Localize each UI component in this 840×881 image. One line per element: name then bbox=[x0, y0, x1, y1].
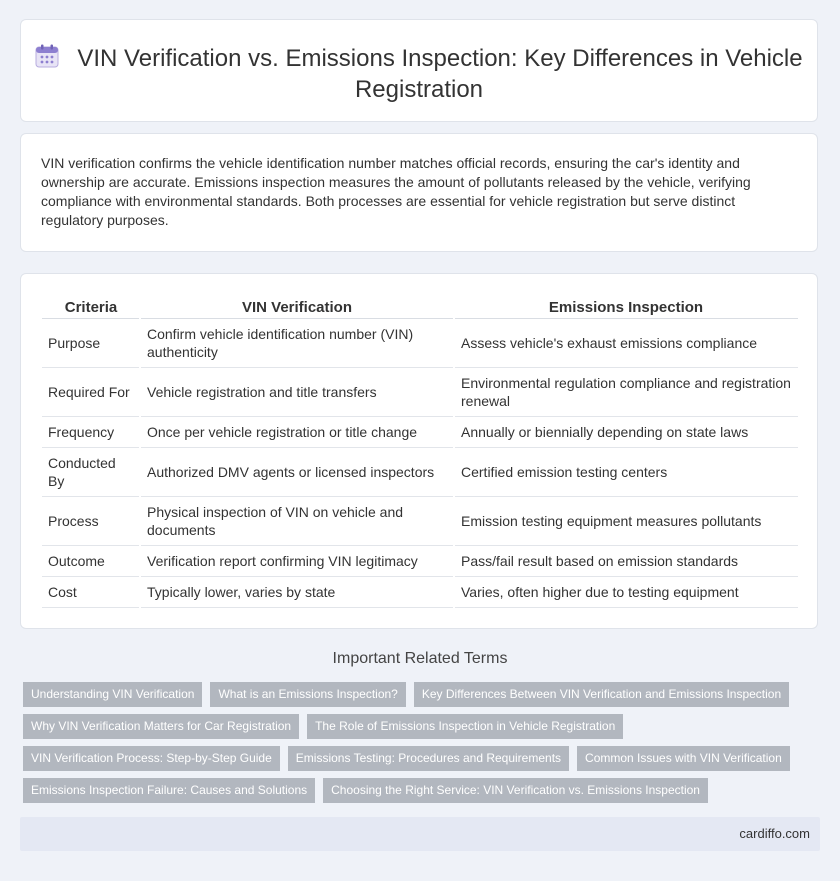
table-cell: Frequency bbox=[42, 417, 140, 448]
table-row bbox=[42, 319, 798, 368]
table-row bbox=[42, 417, 798, 448]
comparison-table bbox=[42, 296, 798, 608]
related-terms-list bbox=[23, 682, 803, 810]
table-row bbox=[42, 546, 798, 577]
table-cell: Annually or biennially depending on state laws bbox=[454, 417, 798, 448]
table-cell: Varies, often higher due to testing equipment bbox=[454, 577, 798, 608]
footer-site-name: cardiffo.com bbox=[739, 826, 810, 841]
related-term-link[interactable]: VIN Verification Process: Step-by-Step Guide bbox=[23, 746, 280, 771]
table-row bbox=[42, 448, 798, 497]
table-cell: Process bbox=[42, 497, 140, 546]
table-header-row bbox=[42, 296, 798, 319]
table-cell: Outcome bbox=[42, 546, 140, 577]
table-cell: Emission testing equipment measures pollutants bbox=[454, 497, 798, 546]
calendar-icon bbox=[35, 44, 59, 75]
table-cell: Certified emission testing centers bbox=[454, 448, 798, 497]
intro-card bbox=[20, 133, 818, 252]
related-term-link[interactable]: Why VIN Verification Matters for Car Registration bbox=[23, 714, 299, 739]
table-cell: Vehicle registration and title transfers bbox=[140, 368, 454, 417]
related-term-link[interactable]: Understanding VIN Verification bbox=[23, 682, 202, 707]
table-cell: Purpose bbox=[42, 319, 140, 368]
table-cell: Assess vehicle's exhaust emissions compliance bbox=[454, 319, 798, 368]
related-term-link[interactable]: Key Differences Between VIN Verification and Emissions Inspection bbox=[414, 682, 789, 707]
table-row bbox=[42, 577, 798, 608]
related-term-link[interactable]: Common Issues with VIN Verification bbox=[577, 746, 790, 771]
table-cell: Required For bbox=[42, 368, 140, 417]
column-header-emissions: Emissions Inspection bbox=[454, 296, 798, 319]
column-header-vin: VIN Verification bbox=[140, 296, 454, 319]
column-header-criteria: Criteria bbox=[42, 296, 140, 319]
table-card bbox=[20, 273, 818, 629]
related-term-link[interactable]: Choosing the Right Service: VIN Verification vs. Emissions Inspection bbox=[323, 778, 708, 803]
table-cell: Authorized DMV agents or licensed inspectors bbox=[140, 448, 454, 497]
page-title: VIN Verification vs. Emissions Inspection: Key Differences in Vehicle Registration bbox=[77, 45, 803, 103]
related-term-link[interactable]: Emissions Inspection Failure: Causes and Solutions bbox=[23, 778, 315, 803]
table-cell: Typically lower, varies by state bbox=[140, 577, 454, 608]
table-cell: Environmental regulation compliance and registration renewal bbox=[454, 368, 798, 417]
table-cell: Verification report confirming VIN legitimacy bbox=[140, 546, 454, 577]
table-cell: Cost bbox=[42, 577, 140, 608]
related-term-link[interactable]: Emissions Testing: Procedures and Requirements bbox=[288, 746, 569, 771]
table-cell: Pass/fail result based on emission standards bbox=[454, 546, 798, 577]
related-term-link[interactable]: What is an Emissions Inspection? bbox=[210, 682, 405, 707]
table-cell: Once per vehicle registration or title change bbox=[140, 417, 454, 448]
table-cell: Confirm vehicle identification number (VIN) authenticity bbox=[140, 319, 454, 368]
title-card bbox=[20, 19, 818, 122]
table-cell: Physical inspection of VIN on vehicle and documents bbox=[140, 497, 454, 546]
page-title-wrap bbox=[21, 44, 817, 104]
footer-bar bbox=[20, 817, 820, 851]
related-term-link[interactable]: The Role of Emissions Inspection in Vehicle Registration bbox=[307, 714, 623, 739]
table-row bbox=[42, 497, 798, 546]
table-cell: Conducted By bbox=[42, 448, 140, 497]
related-terms-heading: Important Related Terms bbox=[332, 650, 508, 667]
intro-paragraph: VIN verification confirms the vehicle identification number matches official records, ensuring the car's identity and ownership are accurate. Emissions inspection measures the amount of pollutants released by the vehicle, verifying compliance with environmental standards. Both processes are essential for vehicle registration but serve distinct regulatory purposes. bbox=[41, 155, 751, 228]
table-row bbox=[42, 368, 798, 417]
